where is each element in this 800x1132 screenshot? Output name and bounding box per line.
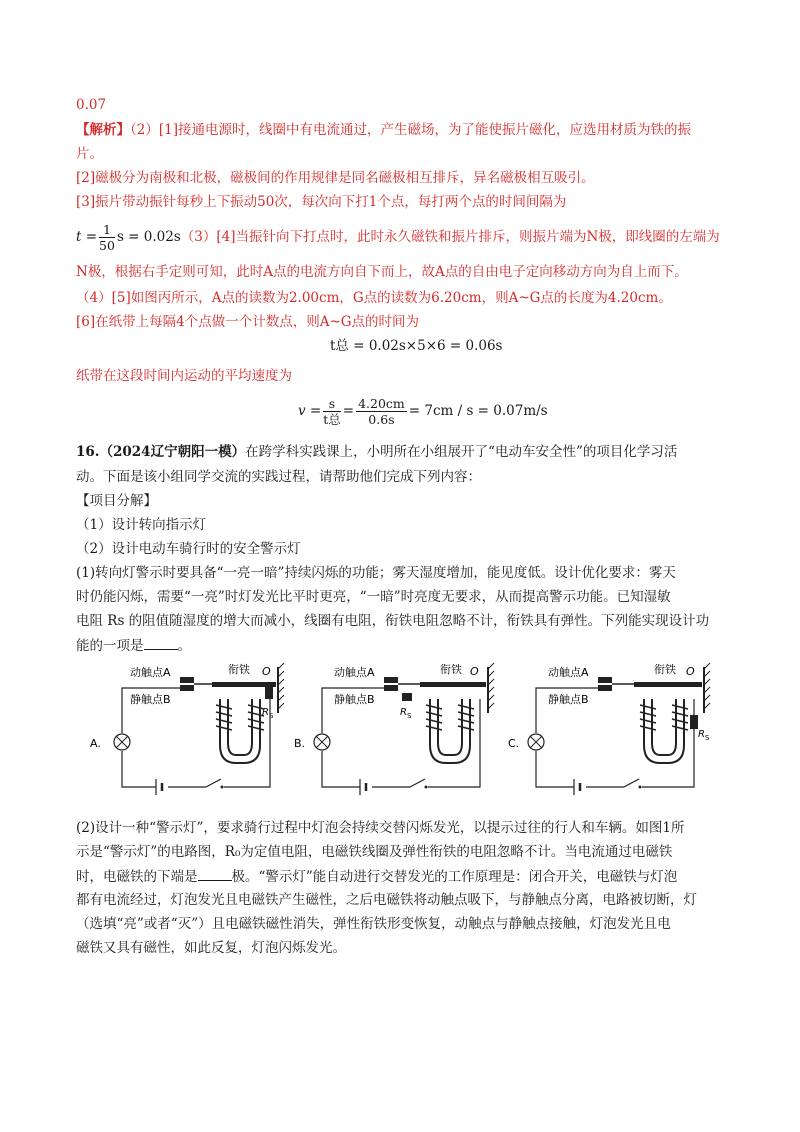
static-contact-label: 静触点B: [334, 693, 375, 706]
project-item-1: （1）设计转向指示灯: [76, 517, 207, 533]
armature-label: 衔铁: [654, 663, 676, 676]
moving-contact-label: 动触点A: [130, 666, 171, 679]
analysis-line-1: [76, 120, 691, 140]
svg-text:S: S: [269, 712, 274, 720]
part2-line-2: 示是“警示灯”的电路图，R₀为定值电阻，电磁铁线圈及弹性衔铁的电阻忽略不计。当电流通过电磁铁: [76, 844, 673, 860]
project-item-2: （2）设计电动车骑行时的安全警示灯: [76, 541, 301, 557]
moving-contact-label: 动触点A: [334, 666, 375, 679]
answer-blank[interactable]: [198, 866, 232, 881]
armature-label: 衔铁: [440, 663, 462, 676]
analysis-line-8: [6]在纸带上每隔4个点做一个计数点，则A~G点的时间为: [76, 314, 420, 330]
analysis-line-4: [3]振片带动振针每秒上下振动50次，每次向下打1个点，每打两个点的时间间隔为: [76, 194, 567, 210]
analysis-tag: 【解析】: [76, 122, 130, 138]
part2-line-5: （选填“亮”或者“灭”）且电磁铁磁性消失，弹性衔铁形变恢复，动触点与静触点接触，灯泡发光且电: [76, 916, 671, 932]
answer-value: 0.07: [76, 97, 107, 113]
circuit-figure-a: [86, 655, 296, 805]
pivot-label: O: [262, 665, 271, 678]
pivot-label: O: [686, 665, 695, 678]
analysis-text: （3）[4]当振针向下打点时，此时永久磁铁和振片排斥，则振片端为N极，即线圈的左端为: [180, 229, 720, 245]
option-b-label: B.: [294, 737, 306, 750]
analysis-line-7: （4）[5]如图丙所示，A点的读数为2.00cm，G点的读数为6.20cm，则A~G点的长度为4.20cm。: [76, 290, 672, 306]
equation-period: t = $\frac{1}{50}$ s = 0.02s: [76, 222, 181, 253]
option-a-label: A.: [90, 737, 101, 750]
project-heading: 【项目分解】: [76, 493, 157, 509]
analysis-text: （2）[1]接通电源时，线圈中有电流通过，产生磁场，为了能使振片磁化，应选用材质为铁的振: [130, 122, 691, 138]
moving-contact-label: 动触点A: [548, 666, 589, 679]
part2-line-6: 磁铁又具有磁性，如此反复，灯泡闪烁发光。: [76, 940, 346, 956]
equation-total-time: t总 = 0.02s×5×6 = 0.06s: [330, 338, 503, 354]
question-16-line-1: 16.（2024辽宁朝阳一模）在跨学科实践课上，小明所在小组展开了“电动车安全性”的项目化学习活: [76, 444, 678, 460]
option-c-label: C.: [508, 737, 520, 750]
analysis-line-2: 片。: [76, 146, 103, 162]
part2-line-1: (2)设计一种“警示灯”，要求骑行过程中灯泡会持续交替闪烁发光，以提示过往的行人和车辆。如图1所: [76, 820, 685, 836]
circuit-figure-c: [504, 655, 724, 805]
static-contact-label: 静触点B: [548, 693, 589, 706]
analysis-line-3: [2]磁极分为南极和北极，磁极间的作用规律是同名磁极相互排斥，异名磁极相互吸引。: [76, 170, 595, 186]
analysis-line-6: N极，根据右手定则可知，此时A点的电流方向自下而上，故A点的自由电子定向移动方向为自上而下。: [76, 264, 688, 280]
part2-line-4: 都有电流经过，灯泡发光且电磁铁产生磁性，之后电磁铁将动触点吸下，与静触点分离，电路被切断，灯: [76, 892, 697, 908]
question-number: 16.: [76, 444, 100, 460]
question-16-line-2: 动。下面是该小组同学交流的实践过程，请帮助他们完成下列内容：: [76, 469, 481, 485]
analysis-line-9: 纸带在这段时间内运动的平均速度为: [76, 368, 292, 384]
circuit-figure-b: [290, 655, 500, 805]
part1-line-4: 能的一项是 。: [76, 635, 191, 656]
armature-label: 衔铁: [228, 663, 250, 676]
part1-line-2: 时仍能闪烁，需要“一亮”时灯发光比平时更亮，“一暗”时亮度无要求，从而提高警示功能。已知湿敏: [76, 589, 671, 605]
svg-text:R: R: [262, 707, 269, 718]
part1-line-3: 电阻 Rs 的阻值随湿度的增大而减小，线圈有电阻，衔铁电阻忽略不计，衔铁具有弹性。下列能实现设计功: [76, 613, 710, 629]
equation-velocity: v = $\frac{s}{\text{t总}}$ = $\frac{4.20cm}{0.6s}$ = 7cm / s = 0.07m/s: [298, 396, 548, 427]
question-source: （2024辽宁朝阳一模）: [99, 444, 246, 460]
svg-text:R: R: [400, 707, 407, 718]
svg-text:R: R: [698, 729, 705, 740]
pivot-label: O: [470, 665, 479, 678]
svg-text:S: S: [407, 712, 412, 720]
answer-blank[interactable]: [144, 635, 178, 650]
part1-line-1: (1)转向灯警示时要具备“一亮一暗”持续闪烁的功能；雾天湿度增加，能见度低。设计优化要求：雾天: [76, 565, 676, 581]
static-contact-label: 静触点B: [130, 693, 171, 706]
svg-text:S: S: [705, 734, 710, 742]
part2-line-3: 时，电磁铁的下端是 极。“警示灯”能自动进行交替发光的工作原理是：闭合开关，电磁铁与灯泡: [76, 866, 677, 887]
analysis-line-5: [76, 222, 720, 253]
